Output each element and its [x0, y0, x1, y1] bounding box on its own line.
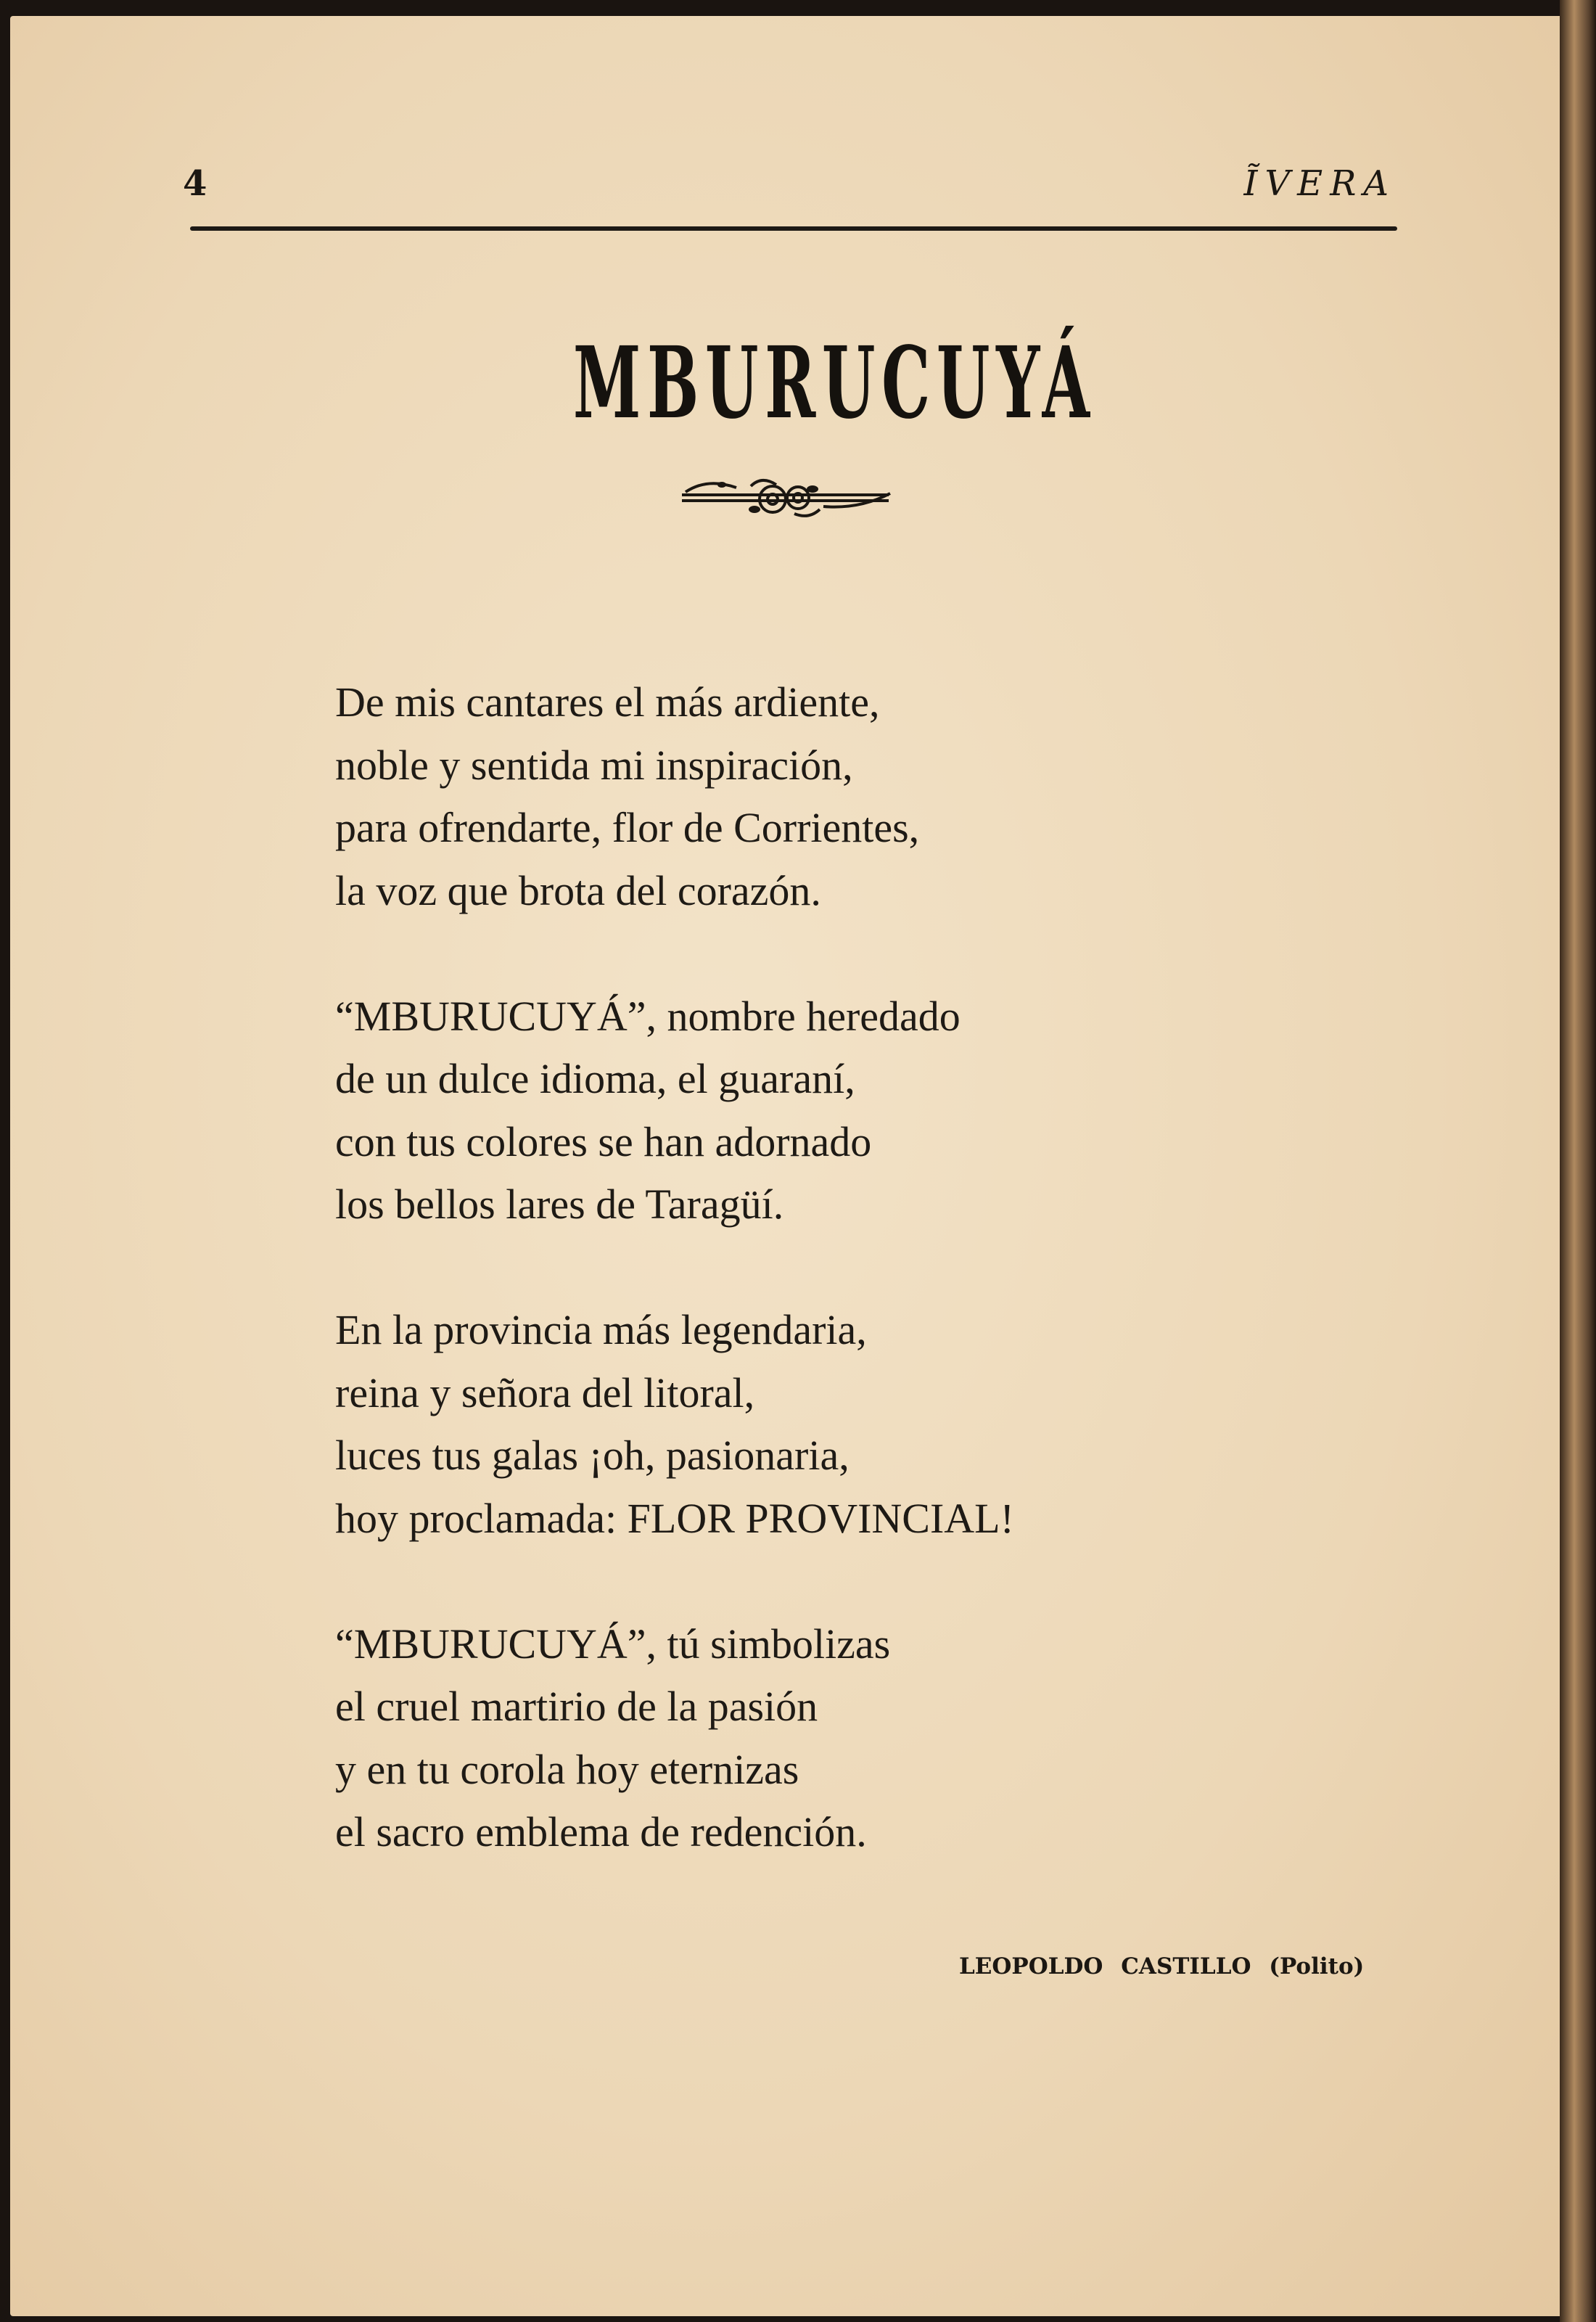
verse-line: y en tu corola hoy eternizas: [335, 1745, 799, 1793]
verse-line: “MBURUCUYÁ”, nombre heredado: [335, 992, 961, 1040]
stanza: [335, 671, 1014, 922]
poem-body: [335, 671, 1014, 1927]
verse-line: En la provincia más legendaria,: [335, 1306, 867, 1353]
verse-line: con tus colores se han adornado: [335, 1117, 872, 1165]
stanza: [335, 1299, 1014, 1550]
verse-line: para ofrendarte, flor de Corrientes,: [335, 804, 920, 851]
stanza: [335, 985, 1014, 1236]
verse-line: el cruel martirio de la pasión: [335, 1683, 818, 1730]
verse-line: luces tus galas ¡oh, pasionaria,: [335, 1432, 850, 1479]
verse-line: reina y señora del litoral,: [335, 1369, 755, 1416]
running-title: ĨVERA: [1243, 163, 1396, 204]
poem-title: MBURUCUYÁ: [573, 325, 1096, 441]
verse-line: el sacro emblema de redención.: [335, 1808, 867, 1855]
verse-line: de un dulce idioma, el guaraní,: [335, 1055, 855, 1102]
verse-line: los bellos lares de Taragüí.: [335, 1181, 784, 1228]
verse-line: hoy proclamada: FLOR PROVINCIAL!: [335, 1494, 1014, 1542]
author-signature: LEOPOLDO CASTILLO (Polito): [959, 1953, 1365, 1980]
stanza: [335, 1613, 1014, 1864]
verse-line: la voz que brota del corazón.: [335, 866, 821, 914]
floral-ornament-icon: [678, 472, 896, 522]
verse-line: noble y sentida mi inspiración,: [335, 741, 853, 789]
book-spine: [1560, 0, 1596, 2322]
verse-line: De mis cantares el más ardiente,: [335, 678, 880, 726]
verse-line: “MBURUCUYÁ”, tú simbolizas: [335, 1620, 891, 1667]
page-number: 4: [183, 163, 207, 204]
header-rule: [190, 226, 1397, 231]
